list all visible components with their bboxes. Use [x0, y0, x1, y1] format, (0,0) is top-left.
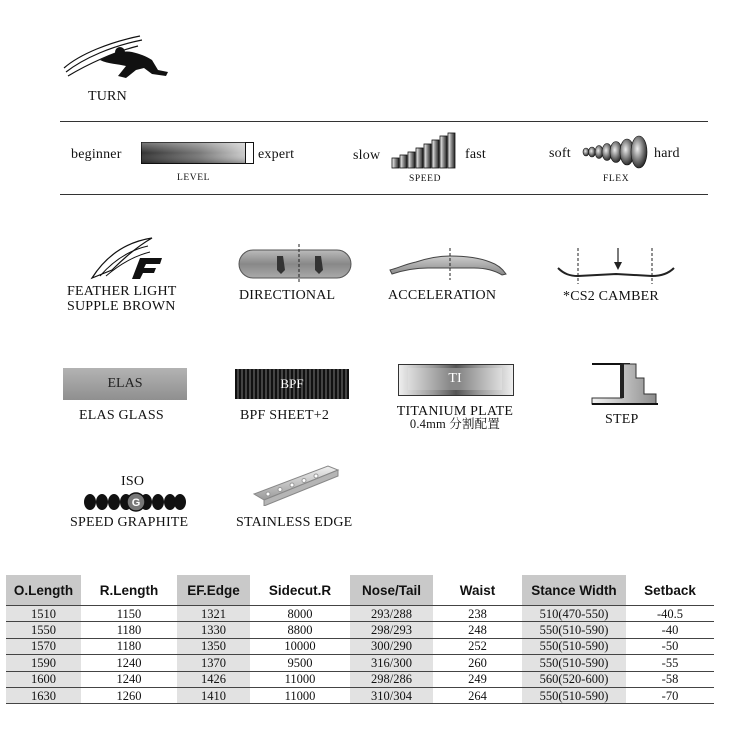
cell-sidecut-r: 11000: [250, 687, 350, 703]
cell-setback: -40.5: [626, 606, 714, 622]
level-caption: LEVEL: [177, 173, 211, 183]
divider-bottom: [60, 194, 708, 195]
elas-label: ELAS GLASS: [79, 408, 164, 423]
cell-stance-width: 510(470-550): [522, 606, 626, 622]
header-stance-width: Stance Width: [522, 575, 626, 606]
spec-header-row: [6, 575, 714, 606]
titanium-label-line1: TITANIUM PLATE: [396, 404, 514, 419]
cell-ef-edge: 1350: [177, 638, 250, 654]
acceleration-profile-icon: [388, 248, 508, 280]
level-gradient-bar: [141, 142, 255, 166]
step-edge-icon: [590, 360, 662, 408]
cell-r-length: 1240: [81, 655, 177, 671]
table-row: [6, 622, 714, 638]
cell-waist: 238: [433, 606, 522, 622]
table-row: [6, 671, 714, 687]
cell-o-length: 1550: [6, 622, 81, 638]
cell-o-length: 1510: [6, 606, 81, 622]
level-right-label: expert: [258, 147, 295, 162]
header-waist: Waist: [459, 582, 496, 598]
cell-setback: -55: [626, 655, 714, 671]
cell-waist: 260: [433, 655, 522, 671]
camber-profile-icon: [556, 244, 678, 286]
flex-right-label: hard: [654, 146, 680, 161]
cell-nose-tail: 298/293: [350, 622, 433, 638]
cell-waist: 264: [433, 687, 522, 703]
table-row: [6, 655, 714, 671]
graphite-beads-icon: [84, 492, 186, 512]
titanium-swatch-text: TI: [448, 371, 462, 386]
cell-ef-edge: 1410: [177, 687, 250, 703]
cell-sidecut-r: 11000: [250, 671, 350, 687]
header-ef-edge: EF.Edge: [177, 575, 250, 606]
cell-o-length: 1590: [6, 655, 81, 671]
header-setback: Setback: [644, 582, 696, 598]
cell-waist: 252: [433, 638, 522, 654]
cell-setback: -70: [626, 687, 714, 703]
feather-label-line1: FEATHER LIGHT: [67, 284, 177, 299]
cell-stance-width: 560(520-600): [522, 671, 626, 687]
step-label: STEP: [605, 412, 639, 427]
cell-r-length: 1180: [81, 638, 177, 654]
cell-r-length: 1260: [81, 687, 177, 703]
cell-stance-width: 550(510-590): [522, 638, 626, 654]
cell-setback: -50: [626, 638, 714, 654]
cell-nose-tail: 316/300: [350, 655, 433, 671]
cell-o-length: 1570: [6, 638, 81, 654]
turn-label: TURN: [88, 89, 127, 104]
spec-table: [6, 575, 714, 704]
cell-ef-edge: 1330: [177, 622, 250, 638]
cell-waist: 249: [433, 671, 522, 687]
camber-label: *CS2 CAMBER: [563, 289, 659, 304]
cell-stance-width: 550(510-590): [522, 622, 626, 638]
flex-left-label: soft: [549, 146, 571, 161]
cell-r-length: 1240: [81, 671, 177, 687]
stainless-edge-icon: [250, 462, 342, 506]
table-row: [6, 606, 714, 622]
flex-discs-icon: [580, 134, 652, 170]
acceleration-label: ACCELERATION: [388, 288, 497, 303]
divider-top: [60, 121, 708, 122]
bpf-swatch-text: BPF: [280, 376, 304, 391]
snowboarder-turn-icon: [60, 30, 175, 90]
iso-label: ISO: [121, 474, 145, 489]
cell-o-length: 1600: [6, 671, 81, 687]
flex-caption: FLEX: [603, 174, 630, 184]
feather-logo-icon: [90, 236, 164, 280]
cell-setback: -58: [626, 671, 714, 687]
bpf-label: BPF SHEET+2: [240, 408, 330, 423]
cell-r-length: 1180: [81, 622, 177, 638]
header-o-length: O.Length: [6, 575, 81, 606]
cell-sidecut-r: 8800: [250, 622, 350, 638]
titanium-label: [390, 405, 520, 431]
cell-ef-edge: 1426: [177, 671, 250, 687]
level-left-label: beginner: [71, 147, 122, 162]
cell-stance-width: 550(510-590): [522, 687, 626, 703]
edge-label: STAINLESS EDGE: [236, 515, 353, 530]
graphite-g-mark: G: [131, 497, 141, 509]
table-row: [6, 687, 714, 703]
elas-swatch-text: ELAS: [107, 376, 143, 391]
cell-o-length: 1630: [6, 687, 81, 703]
cell-sidecut-r: 10000: [250, 638, 350, 654]
speed-bars-icon: [391, 132, 461, 170]
bpf-swatch: [235, 369, 349, 399]
header-r-length: R.Length: [99, 582, 159, 598]
cell-nose-tail: 300/290: [350, 638, 433, 654]
header-sidecut-r: Sidecut.R: [268, 582, 332, 598]
cell-sidecut-r: 9500: [250, 655, 350, 671]
cell-ef-edge: 1321: [177, 606, 250, 622]
titanium-swatch-inner: [408, 368, 502, 390]
cell-nose-tail: 310/304: [350, 687, 433, 703]
graphite-label: SPEED GRAPHITE: [70, 515, 189, 530]
cell-stance-width: 550(510-590): [522, 655, 626, 671]
feather-label: [67, 284, 177, 314]
feather-label-line2: SUPPLE BROWN: [67, 299, 176, 314]
directional-label: DIRECTIONAL: [239, 288, 336, 303]
header-nose-tail: Nose/Tail: [350, 575, 433, 606]
titanium-label-line2: 0.4mm 分割配置: [409, 417, 501, 431]
elas-swatch: [63, 368, 187, 400]
speed-caption: SPEED: [409, 174, 442, 184]
cell-ef-edge: 1370: [177, 655, 250, 671]
speed-left-label: slow: [353, 148, 381, 163]
table-row: [6, 638, 714, 654]
cell-waist: 248: [433, 622, 522, 638]
cell-r-length: 1150: [81, 606, 177, 622]
speed-right-label: fast: [465, 147, 487, 162]
cell-setback: -40: [626, 622, 714, 638]
cell-nose-tail: 293/288: [350, 606, 433, 622]
cell-sidecut-r: 8000: [250, 606, 350, 622]
directional-board-icon: [237, 242, 355, 282]
cell-nose-tail: 298/286: [350, 671, 433, 687]
